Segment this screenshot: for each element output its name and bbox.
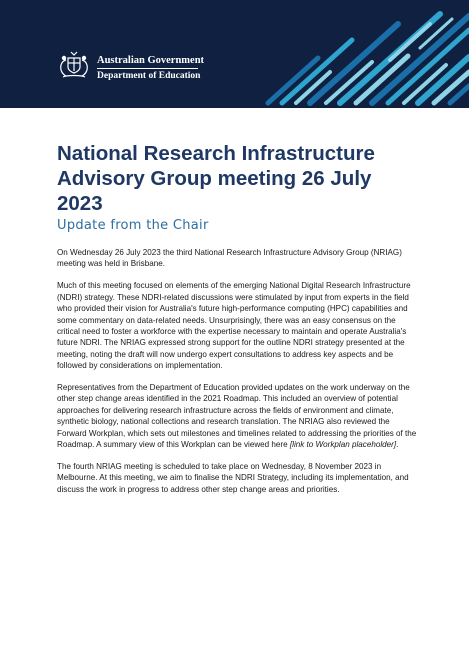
paragraph-ndri-strategy: Much of this meeting focused on elements of the emerging National Digital Research Infrastructure (NDRI) strategy. These NDRI-related discussions were stimulated by input from experts in the field who provided their vision for Australia's future high-performance computing (HPC) capabilities and some commentary on data-related needs. Unsurprisingly, there was an easy consensus on the critical need to foster a workforce with the expertise necessary to maintain and operate Australia's future NDRI. The NRIAG expressed strong support for the outline NDRI strategy presented at the meeting, noting the draft will now undergo expert consultations to address key aspects and be followed by considerations on implementation. bbox=[57, 281, 411, 371]
workplan-link-placeholder[interactable]: [link to Workplan placeholder] bbox=[289, 440, 397, 450]
coat-of-arms-icon bbox=[57, 50, 91, 80]
page-title: National Research Infrastructure Advisory Group meeting 26 July 2023 bbox=[57, 142, 375, 215]
paragraph-end-punctuation: . bbox=[396, 440, 399, 450]
paragraph-department-updates bbox=[57, 382, 417, 450]
paragraph-department-updates-text: Representatives from the Department of Education provided updates on the work underway on the other step change areas identified in the 2021 Roadmap. This included an overview of potential approaches for delivering research infrastructure across the fields of environment and climate, synthetic biology, national collections and research translation. The NRIAG also reviewed the Forward Workplan, which sets out milestones and timelines related to addressing the priorities of the Roadmap. A summary view of this Workplan can be viewed here bbox=[57, 383, 417, 450]
logo-divider bbox=[97, 68, 198, 69]
document-body bbox=[57, 247, 417, 506]
department-name: Department of Education bbox=[97, 71, 201, 81]
paragraph-meeting-intro: On Wednesday 26 July 2023 the third National Research Infrastructure Advisory Group (NRIAG) meeting was held in Brisbane. bbox=[57, 248, 402, 269]
paragraph-next-meeting: The fourth NRIAG meeting is scheduled to take place on Wednesday, 8 November 2023 in Melbourne. At this meeting, we aim to finalise the NDRI Strategy, including its implementation, and discuss the work in progress to address other step change areas and priorities. bbox=[57, 462, 409, 494]
page-subtitle: Update from the Chair bbox=[57, 218, 209, 233]
page-header-banner bbox=[0, 0, 469, 108]
government-name: Australian Government bbox=[97, 55, 205, 66]
